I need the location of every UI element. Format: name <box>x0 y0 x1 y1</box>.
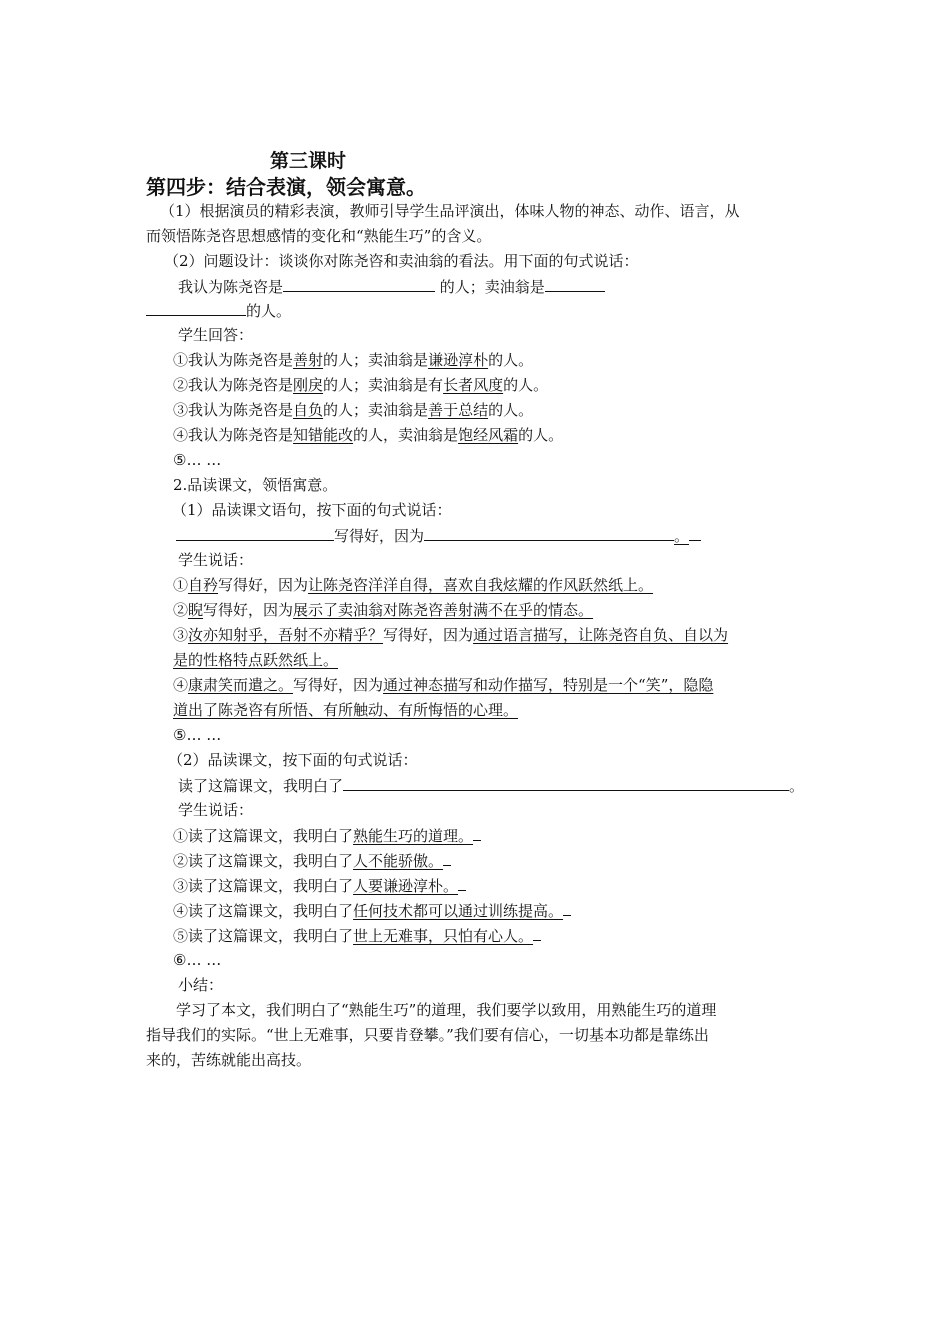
item-number: ④ <box>173 902 189 920</box>
underlined-reason: 让陈尧咨洋洋自得，喜欢自我炫耀的作风跃然纸上。 <box>308 576 654 594</box>
item-number: ② <box>173 852 189 870</box>
item-text: 的人；卖油翁是 <box>323 401 429 419</box>
item-number: ② <box>173 601 189 619</box>
item-text: 写得好，因为 <box>383 626 474 644</box>
blank-line <box>424 525 674 541</box>
item-text: 的人；卖油翁是 <box>323 351 429 369</box>
item-number: ③ <box>173 626 189 644</box>
pattern-sentence-1-cont <box>146 300 291 321</box>
item-text: 的人。 <box>488 351 534 369</box>
list-item <box>173 825 481 846</box>
item-text: 我认为陈尧咨是 <box>188 376 294 394</box>
underlined-reason: 是的性格特点跃然纸上。 <box>173 651 339 669</box>
pattern-sentence-3 <box>178 775 804 796</box>
list-more: ⑤… … <box>173 726 222 744</box>
pattern-text: 读了这篇课文，我明白了 <box>178 777 344 795</box>
underlined-reason: 通过语言描写，让陈尧咨自负、自以为 <box>473 626 729 644</box>
blank-line <box>473 825 481 841</box>
item-number: ① <box>173 827 189 845</box>
item-text: 我认为陈尧咨是 <box>188 426 294 444</box>
blank-line <box>283 276 435 292</box>
blank-line <box>146 300 246 316</box>
item-text: 读了这篇课文，我明白了 <box>188 902 354 920</box>
list-more: ⑤… … <box>173 451 222 469</box>
underlined-answer: 熟能生巧的道理。 <box>353 827 474 845</box>
intro-line-1: （1）根据演员的精彩表演，教师引导学生品评演出，体味人物的神态、动作、语言，从 <box>160 202 740 220</box>
underlined-answer: 世上无难事，只怕有心人。 <box>353 927 534 945</box>
underlined-answer: 饱经风霜 <box>458 426 519 444</box>
blank-line <box>176 525 334 541</box>
list-item <box>173 625 728 645</box>
list-more: ⑥… … <box>173 951 222 969</box>
pattern-text-c: 的人。 <box>246 302 292 320</box>
underlined-answer: 谦逊淳朴 <box>428 351 489 369</box>
underlined-reason: 通过神态描写和动作描写，特别是一个“笑”，隐隐 <box>383 676 714 694</box>
blank-line <box>343 775 789 791</box>
underlined-answer: 善射 <box>293 351 324 369</box>
underlined-quote: 汝亦知射乎，吾射不亦精乎？ <box>188 626 384 644</box>
blank-line <box>443 850 451 866</box>
underlined-answer: 刚戾 <box>293 376 324 394</box>
list-item <box>173 675 713 695</box>
underlined-quote: 睨 <box>188 601 204 619</box>
item-number: ④ <box>173 426 189 444</box>
item-number: ② <box>173 376 189 394</box>
section-2-sub-1: （1）品读课文语句，按下面的句式说话： <box>172 501 452 519</box>
student-heading: 学生说话： <box>178 551 254 569</box>
underlined-reason: 道出了陈尧咨有所悟、有所触动、有所悔悟的心理。 <box>173 701 519 719</box>
item-number: ① <box>173 351 189 369</box>
item-text: 读了这篇课文，我明白了 <box>188 852 354 870</box>
list-item <box>173 875 466 896</box>
underlined-answer: 人不能骄傲。 <box>353 852 444 870</box>
list-item-cont <box>173 650 338 670</box>
pattern-text-b: 的人；卖油翁是 <box>439 278 545 296</box>
section-2-title: 2.品读课文，领悟寓意。 <box>173 476 338 494</box>
item-text: 的人。 <box>503 376 549 394</box>
blank-line <box>458 875 466 891</box>
list-item <box>173 375 548 395</box>
item-text: 写得好，因为 <box>293 676 384 694</box>
lesson-title: 第三课时 <box>270 150 347 172</box>
item-text: 我认为陈尧咨是 <box>188 401 294 419</box>
item-text: 读了这篇课文，我明白了 <box>188 927 354 945</box>
list-item <box>173 900 571 921</box>
item-text: 读了这篇课文，我明白了 <box>188 827 354 845</box>
item-number: ③ <box>173 877 189 895</box>
item-text: 的人；卖油翁是有 <box>323 376 444 394</box>
item-text: 的人，卖油翁是 <box>353 426 459 444</box>
pattern-text: 写得好，因为 <box>334 527 425 545</box>
underlined-quote: 康肃笑而遣之。 <box>188 676 294 694</box>
question-2-label: （2）问题设计：谈谈你对陈尧咨和卖油翁的看法。用下面的句式说话： <box>164 252 639 270</box>
list-item <box>173 425 563 445</box>
section-2-sub-2: （2）品读课文，按下面的句式说话： <box>168 751 418 769</box>
item-number: ⑤ <box>173 927 189 945</box>
pattern-end: 。 <box>789 777 805 795</box>
summary-line-3: 来的，苦练就能出高技。 <box>146 1051 312 1069</box>
blank-line <box>545 276 605 292</box>
item-text: 的人。 <box>488 401 534 419</box>
list-item-cont <box>173 700 518 720</box>
item-text: 写得好，因为 <box>218 576 309 594</box>
list-item <box>173 600 593 620</box>
item-number: ③ <box>173 401 189 419</box>
item-number: ① <box>173 576 189 594</box>
summary-line-2: 指导我们的实际。“世上无难事，只要肯登攀。”我们要有信心，一切基本功都是靠练出 <box>146 1026 709 1044</box>
summary-heading: 小结： <box>178 976 224 994</box>
pattern-end: 。 <box>674 527 690 545</box>
underlined-answer: 自负 <box>293 401 324 419</box>
summary-line-1: 学习了本文，我们明白了“熟能生巧”的道理，我们要学以致用，用熟能生巧的道理 <box>176 1001 717 1019</box>
blank-line <box>563 900 571 916</box>
list-item <box>173 575 653 595</box>
item-number: ④ <box>173 676 189 694</box>
underlined-answer: 任何技术都可以通过训练提高。 <box>353 902 564 920</box>
underlined-answer: 善于总结 <box>428 401 489 419</box>
list-item <box>173 350 533 370</box>
intro-line-2: 而领悟陈尧咨思想感情的变化和“熟能生巧”的含义。 <box>146 227 492 245</box>
step-title: 第四步：结合表演，领会寓意。 <box>146 175 426 199</box>
underlined-answer: 长者风度 <box>443 376 504 394</box>
item-text: 写得好，因为 <box>203 601 294 619</box>
list-item <box>173 850 451 871</box>
pattern-text-a: 我认为陈尧咨是 <box>178 278 284 296</box>
pattern-sentence-2 <box>176 525 701 546</box>
list-item <box>173 400 533 420</box>
answers-heading: 学生回答： <box>178 326 254 344</box>
underlined-answer: 知错能改 <box>293 426 354 444</box>
item-text: 的人。 <box>518 426 564 444</box>
item-text: 读了这篇课文，我明白了 <box>188 877 354 895</box>
blank-line <box>533 925 541 941</box>
underlined-quote: 自矜 <box>188 576 219 594</box>
underlined-reason: 展示了卖油翁对陈尧咨善射满不在乎的情态。 <box>293 601 594 619</box>
student-heading-2: 学生说话： <box>178 801 254 819</box>
blank-line <box>689 525 701 541</box>
item-text: 我认为陈尧咨是 <box>188 351 294 369</box>
list-item <box>173 925 541 946</box>
underlined-answer: 人要谦逊淳朴。 <box>353 877 459 895</box>
pattern-sentence-1 <box>178 276 605 297</box>
